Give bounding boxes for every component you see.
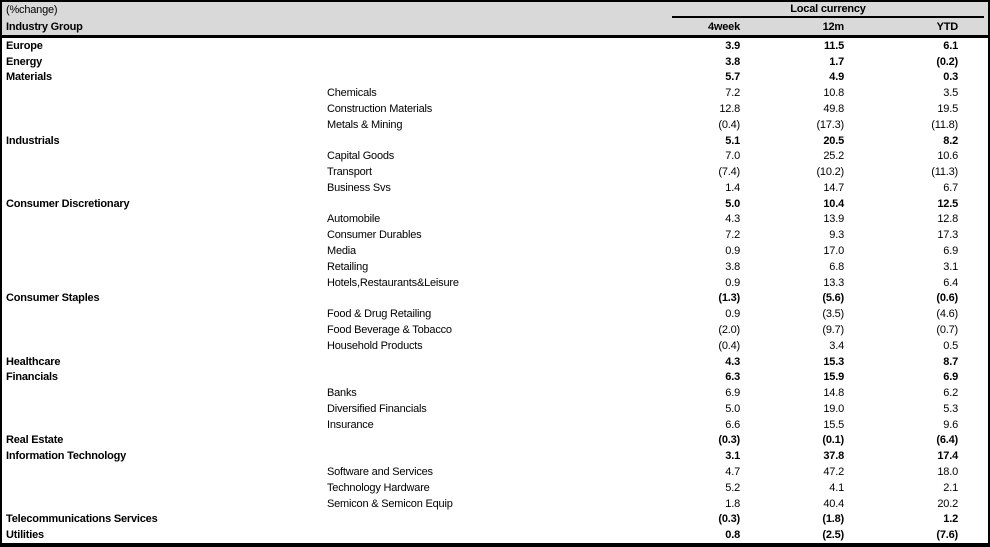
table-row: [2, 259, 988, 275]
value-ytd: 6.1: [943, 39, 958, 52]
value-12m: (2.5): [822, 529, 844, 542]
value-4week: 0.8: [725, 529, 740, 542]
value-4week: 4.7: [725, 465, 740, 478]
value-ytd: 19.5: [937, 103, 958, 116]
sub-industry-label: Food & Drug Retailing: [327, 308, 432, 321]
table-row: [2, 243, 988, 259]
sub-industry-label: Semicon & Semicon Equip: [327, 497, 453, 510]
value-ytd: (0.2): [936, 55, 958, 68]
table-row: [2, 38, 988, 54]
table-row: [2, 480, 988, 496]
value-4week: 3.8: [725, 260, 740, 273]
value-ytd: 6.4: [943, 276, 958, 289]
value-4week: 1.8: [725, 497, 740, 510]
table-row: [2, 385, 988, 401]
table-row: [2, 401, 988, 417]
table-row: [2, 354, 988, 370]
value-12m: 6.8: [829, 260, 844, 273]
sub-industry-label: Diversified Financials: [327, 402, 427, 415]
value-ytd: 20.2: [937, 497, 958, 510]
value-4week: (1.3): [718, 292, 740, 305]
value-ytd: 6.9: [943, 245, 958, 258]
value-ytd: 17.4: [937, 450, 958, 463]
header-row-columns: [2, 18, 988, 35]
value-12m: 1.7: [829, 55, 844, 68]
industry-group-label: Telecommunications Services: [6, 513, 158, 526]
value-12m: 13.9: [823, 213, 844, 226]
value-ytd: 9.6: [943, 418, 958, 431]
value-4week: 6.3: [725, 371, 740, 384]
table-row: [2, 448, 988, 464]
value-ytd: 0.5: [943, 339, 958, 352]
value-ytd: 8.7: [943, 355, 958, 368]
value-ytd: 6.7: [943, 181, 958, 194]
table-row: [2, 306, 988, 322]
value-ytd: 6.2: [943, 387, 958, 400]
value-ytd: 2.1: [943, 481, 958, 494]
column-header-ytd: YTD: [936, 20, 958, 33]
table-row: [2, 291, 988, 307]
industry-group-label: Industrials: [6, 134, 60, 147]
value-12m: 25.2: [823, 150, 844, 163]
value-4week: 3.9: [725, 39, 740, 52]
value-12m: 3.4: [829, 339, 844, 352]
value-ytd: (11.8): [931, 118, 958, 131]
percent-change-label: (%change): [6, 4, 58, 16]
value-4week: 7.2: [725, 229, 740, 242]
sub-industry-label: Banks: [327, 387, 357, 400]
sub-industry-label: Consumer Durables: [327, 229, 422, 242]
value-12m: 15.3: [823, 355, 844, 368]
value-4week: 4.3: [725, 213, 740, 226]
sub-industry-label: Household Products: [327, 339, 423, 352]
value-ytd: 6.9: [943, 371, 958, 384]
value-12m: 14.7: [823, 181, 844, 194]
table-row: [2, 464, 988, 480]
table-row: [2, 196, 988, 212]
value-12m: 20.5: [823, 134, 844, 147]
value-12m: 9.3: [829, 229, 844, 242]
sub-industry-label: Transport: [327, 166, 372, 179]
industry-group-label: Consumer Discretionary: [6, 197, 130, 210]
local-currency-group-header: [672, 2, 984, 18]
industry-group-label: Consumer Staples: [6, 292, 100, 305]
value-4week: 5.0: [725, 197, 740, 210]
table-row: [2, 338, 988, 354]
value-4week: 4.3: [725, 355, 740, 368]
industry-group-label: Financials: [6, 371, 58, 384]
table-row: [2, 433, 988, 449]
value-ytd: 5.3: [943, 402, 958, 415]
sub-industry-label: Food Beverage & Tobacco: [327, 323, 452, 336]
value-12m: 11.5: [823, 39, 844, 52]
value-12m: (1.8): [822, 513, 844, 526]
value-ytd: (7.6): [936, 529, 958, 542]
sub-industry-label: Automobile: [327, 213, 381, 226]
value-ytd: (0.7): [936, 323, 958, 336]
value-12m: (17.3): [816, 118, 844, 131]
value-4week: (0.3): [718, 434, 740, 447]
value-12m: 10.8: [823, 87, 844, 100]
table-row: [2, 133, 988, 149]
value-ytd: 3.1: [943, 260, 958, 273]
value-12m: 15.5: [823, 418, 844, 431]
value-12m: (0.1): [822, 434, 844, 447]
value-12m: 19.0: [823, 402, 844, 415]
value-12m: 37.8: [823, 450, 844, 463]
table-row: [2, 511, 988, 527]
value-4week: 5.7: [725, 71, 740, 84]
value-12m: (10.2): [816, 166, 844, 179]
industry-group-label: Europe: [6, 39, 43, 52]
value-4week: (0.3): [718, 513, 740, 526]
industry-group-label: Utilities: [6, 529, 44, 542]
value-12m: 13.3: [823, 276, 844, 289]
table-row: [2, 180, 988, 196]
value-12m: 14.8: [823, 387, 844, 400]
industry-group-label: Materials: [6, 71, 52, 84]
sub-industry-label: Chemicals: [327, 87, 377, 100]
sub-industry-label: Insurance: [327, 418, 374, 431]
sub-industry-label: Capital Goods: [327, 150, 395, 163]
value-ytd: (11.3): [931, 166, 958, 179]
column-header-12m: 12m: [822, 20, 844, 33]
value-ytd: 12.5: [937, 197, 958, 210]
table-body: [2, 38, 988, 543]
value-ytd: 3.5: [943, 87, 958, 100]
value-ytd: 17.3: [937, 229, 958, 242]
value-4week: 3.8: [725, 55, 740, 68]
sub-industry-label: Software and Services: [327, 465, 433, 478]
value-4week: (0.4): [718, 339, 740, 352]
value-4week: 3.1: [725, 450, 740, 463]
value-ytd: 12.8: [937, 213, 958, 226]
table-row: [2, 101, 988, 117]
table-row: [2, 275, 988, 291]
industry-group-label: Energy: [6, 55, 43, 68]
table-row: [2, 212, 988, 228]
sub-industry-label: Media: [327, 245, 356, 258]
table-row: [2, 70, 988, 86]
sub-industry-label: Retailing: [327, 260, 369, 273]
table-row: [2, 54, 988, 70]
value-ytd: (0.6): [936, 292, 958, 305]
table-row: [2, 117, 988, 133]
table-row: [2, 496, 988, 512]
value-4week: 0.9: [725, 276, 740, 289]
table-row: [2, 148, 988, 164]
industry-group-header: Industry Group: [6, 20, 83, 33]
sub-industry-label: Hotels,Restaurants&Leisure: [327, 276, 459, 289]
value-4week: 7.2: [725, 87, 740, 100]
sub-industry-label: Business Svs: [327, 181, 391, 194]
value-4week: (0.4): [718, 118, 740, 131]
header-row-top: [2, 2, 988, 18]
value-ytd: 1.2: [943, 513, 958, 526]
value-12m: (9.7): [822, 323, 844, 336]
value-12m: 40.4: [823, 497, 844, 510]
value-4week: 5.1: [725, 134, 740, 147]
value-4week: 6.9: [725, 387, 740, 400]
industry-group-label: Information Technology: [6, 450, 127, 463]
value-12m: (3.5): [822, 308, 844, 321]
table-row: [2, 527, 988, 543]
sub-industry-label: Technology Hardware: [327, 481, 430, 494]
value-4week: 6.6: [725, 418, 740, 431]
table-row: [2, 85, 988, 101]
value-12m: 47.2: [823, 465, 844, 478]
sub-industry-label: Construction Materials: [327, 103, 433, 116]
value-4week: (2.0): [718, 323, 740, 336]
table-row: [2, 164, 988, 180]
value-12m: 15.9: [823, 371, 844, 384]
value-ytd: 10.6: [937, 150, 958, 163]
value-12m: 17.0: [823, 245, 844, 258]
value-12m: 49.8: [823, 103, 844, 116]
value-ytd: (6.4): [936, 434, 958, 447]
value-4week: 5.0: [725, 402, 740, 415]
value-4week: 12.8: [719, 103, 740, 116]
sub-industry-label: Metals & Mining: [327, 118, 403, 131]
table-row: [2, 322, 988, 338]
table-row: [2, 227, 988, 243]
industry-group-label: Healthcare: [6, 355, 61, 368]
value-ytd: (4.6): [936, 308, 958, 321]
local-currency-label: Local currency: [790, 3, 866, 15]
value-4week: 0.9: [725, 245, 740, 258]
value-12m: 4.9: [829, 71, 844, 84]
table-row: [2, 417, 988, 433]
value-4week: 5.2: [725, 481, 740, 494]
value-4week: 0.9: [725, 308, 740, 321]
value-12m: (5.6): [822, 292, 844, 305]
industry-group-label: Real Estate: [6, 434, 64, 447]
table-header: [2, 2, 988, 38]
value-12m: 10.4: [823, 197, 844, 210]
table-row: [2, 369, 988, 385]
value-4week: 1.4: [725, 181, 740, 194]
column-header-4week: 4week: [707, 20, 740, 33]
value-ytd: 0.3: [943, 71, 958, 84]
value-4week: (7.4): [718, 166, 740, 179]
value-12m: 4.1: [829, 481, 844, 494]
value-ytd: 18.0: [937, 465, 958, 478]
value-4week: 7.0: [725, 150, 740, 163]
value-ytd: 8.2: [943, 134, 958, 147]
